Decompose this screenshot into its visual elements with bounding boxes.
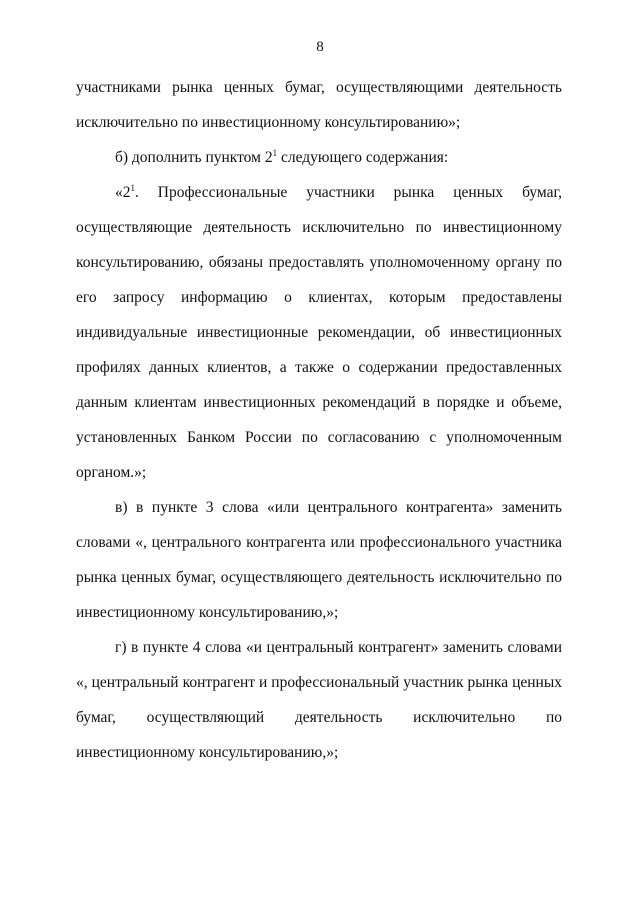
text-line: данным клиентам инвестиционных рекомендаций в порядке и объеме, <box>76 394 562 411</box>
text-line: исключительно по инвестиционному консультированию»; <box>76 114 461 131</box>
paragraph-g-start: г) в пункте 4 слова «и центральный контрагент» заменить словами <box>115 639 562 656</box>
text-line: «, центральный контрагент и профессиональный участник рынка ценных <box>76 674 562 691</box>
text-line: бумаг, осуществляющий деятельность исключительно по <box>76 709 562 726</box>
paragraph-b-heading <box>115 148 562 168</box>
text-line: рынка ценных бумаг, осуществляющего деятельность исключительно по <box>76 569 562 586</box>
text-line: осуществляющие деятельность исключительно по инвестиционному <box>76 219 562 236</box>
text-line: профилях данных клиентов, а также о содержании предоставленных <box>76 359 562 376</box>
superscript: 1 <box>130 183 135 193</box>
paragraph-2-1-start <box>115 183 562 203</box>
page-number: 8 <box>316 39 324 55</box>
text-line: консультированию, обязаны предоставлять уполномоченному органу по <box>76 254 562 271</box>
text-fragment: . Профессиональные участники рынка ценных бумаг, <box>135 184 562 201</box>
text-line: органом.»; <box>76 464 147 481</box>
text-line: его запросу информацию о клиентах, которым предоставлены <box>76 289 562 306</box>
text-fragment: «2 <box>115 184 131 201</box>
text-line: установленных Банком России по согласованию с уполномоченным <box>76 429 562 446</box>
text-line: участниками рынка ценных бумаг, осуществляющими деятельность <box>76 79 562 96</box>
text-line: словами «, центрального контрагента или профессионального участника <box>76 534 562 551</box>
text-line: инвестиционному консультированию,»; <box>76 604 339 621</box>
text-fragment: б) дополнить пунктом 2 <box>115 149 273 166</box>
text-fragment: следующего содержания: <box>277 149 449 166</box>
paragraph-v-start: в) в пункте 3 слова «или центрального контрагента» заменить <box>115 499 562 516</box>
text-line: индивидуальные инвестиционные рекомендации, об инвестиционных <box>76 324 562 341</box>
text-line: инвестиционному консультированию,»; <box>76 744 339 761</box>
superscript: 1 <box>272 148 278 158</box>
